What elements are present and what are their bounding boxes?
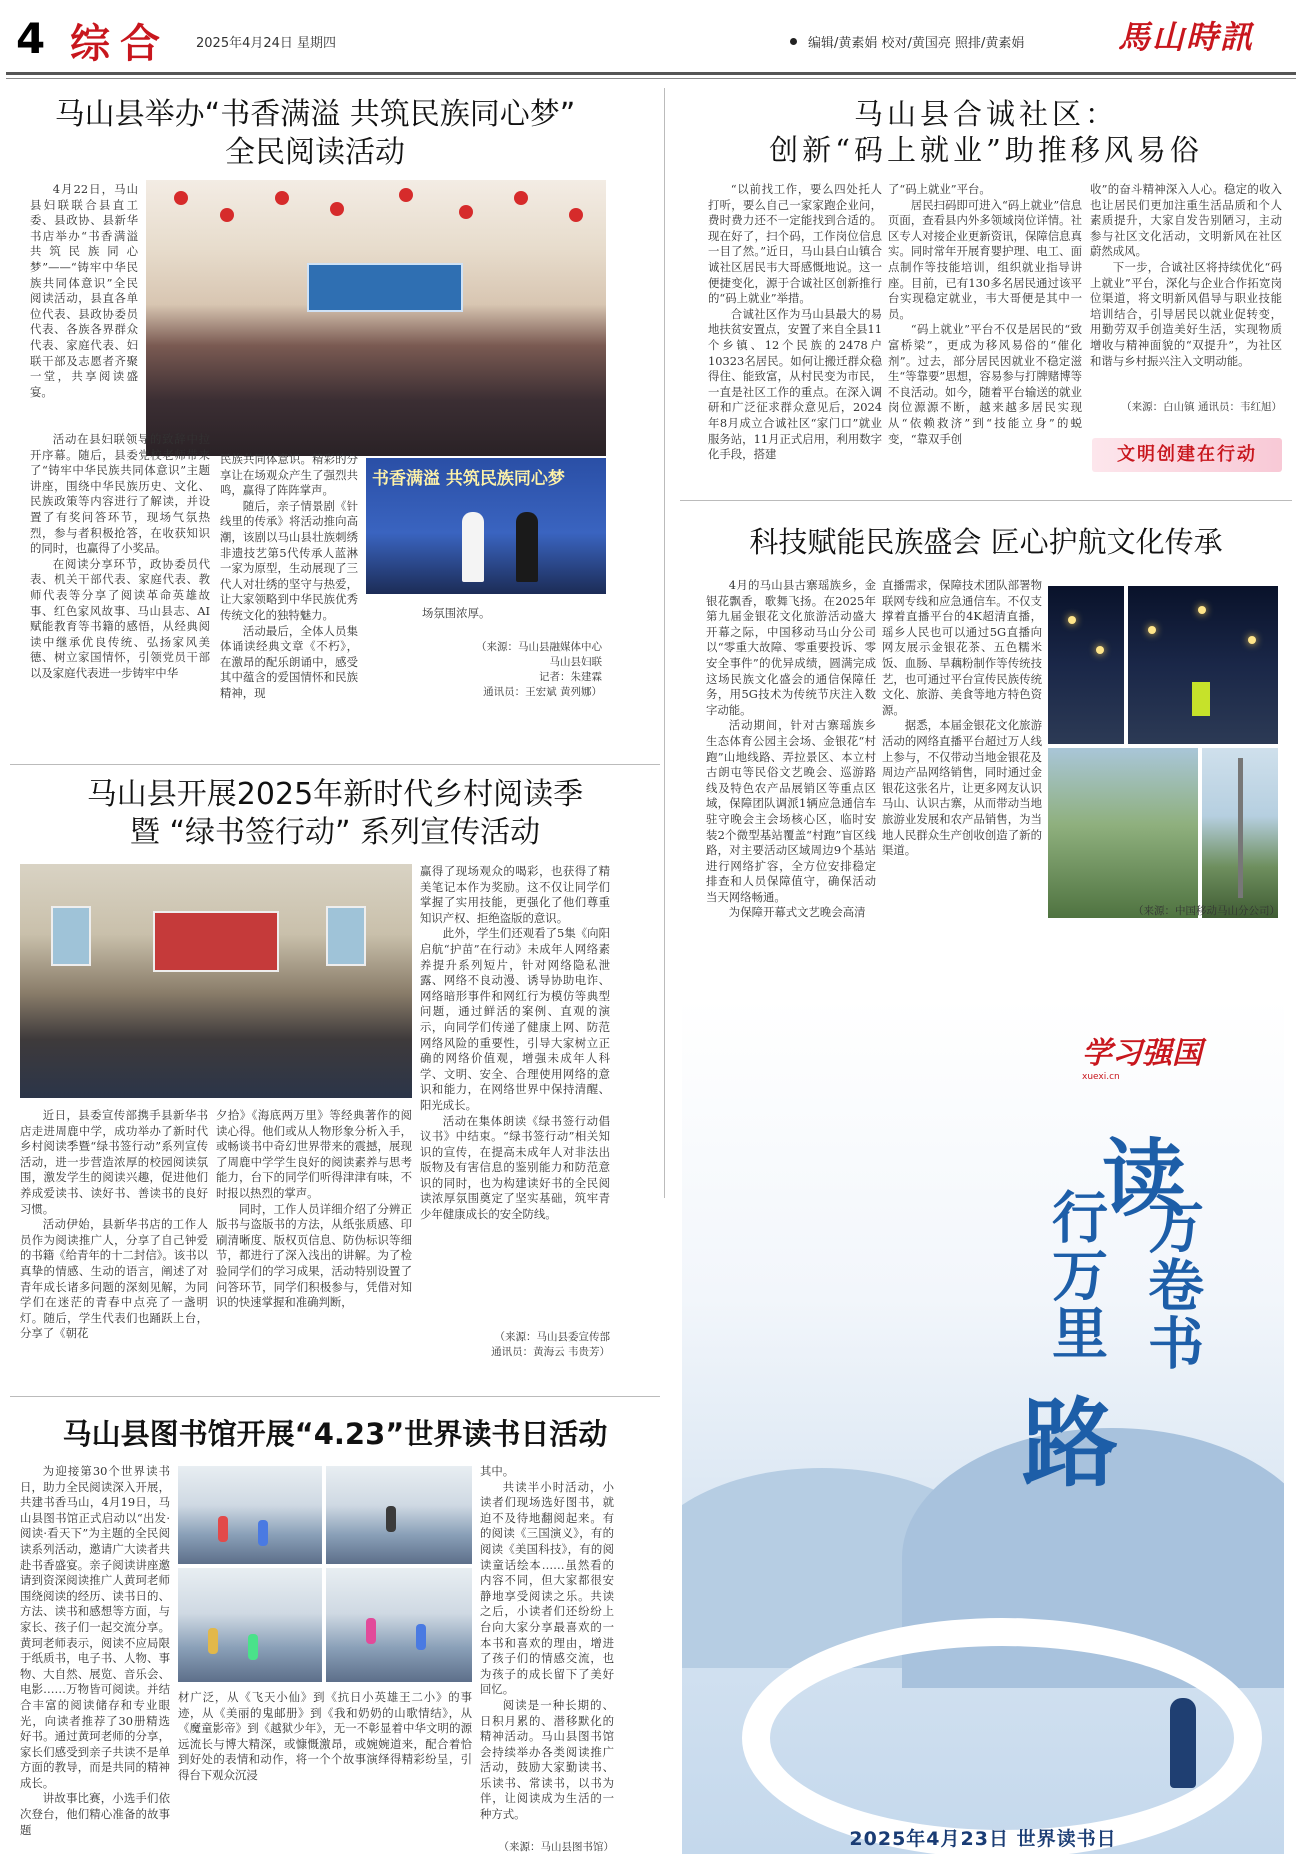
article1-para3: 在阅读分享环节，政协委员代表、机关干部代表、家庭代表、教师代表等分享了阅读革命英雄故事、红色家风故事、马山县志、AI赋能教育等书籍的感悟，从经典阅读中继承优良传统、弘扬家风美德、树立家国情怀，引领党员干部以及家庭代表进一步铸牢中华 xyxy=(30,556,210,680)
stage-photo-caption: 书香满溢 共筑民族同心梦 xyxy=(372,469,565,489)
article5-photo4 xyxy=(326,1568,472,1682)
article5-col3 xyxy=(480,1464,614,1834)
article2-title-line2: 创新“码上就业”助推移风易俗 xyxy=(769,133,1203,168)
tower-pole xyxy=(1238,758,1243,898)
xuexi-ad[interactable] xyxy=(682,998,1284,1854)
column-divider xyxy=(664,88,665,1198)
child-figure xyxy=(386,1506,396,1532)
article1-title[interactable] xyxy=(10,96,620,171)
article2-para4: 居民扫码即可进入“码上就业”信息页面，查看县内外多领域岗位详情。社区专人对接企业更新资讯，保障信息真实。同时常年开展育婴护理、电工、面点制作等技能培训，组织就业指导讲座。目前，已有130多名居民通过该平台实现稳定就业，韦大哥便是其中一员。 xyxy=(888,197,1082,321)
section-divider xyxy=(10,1396,660,1397)
ad-line2: 行万里 xyxy=(1043,1188,1109,1362)
child-figure xyxy=(248,1634,258,1660)
article2-para3: 了“码上就业”平台。 xyxy=(888,182,991,196)
performer-figure xyxy=(462,512,484,582)
article5-photo2 xyxy=(326,1466,472,1564)
article3-photo-crowd xyxy=(1048,586,1124,744)
section-divider xyxy=(10,764,660,765)
walking-person-figure xyxy=(1170,1698,1196,1788)
article4-col1 xyxy=(20,1108,208,1366)
worker-figure xyxy=(1192,682,1210,716)
article5-para1: 为迎接第30个世界读书日，助力全民阅读深入开展，共建书香马山，4月19日，马山县图书馆正式启动以“出发·阅读·看天下”为主题的全民阅读系列活动，邀请广大读者共赴书香盛宴。亲子阅读讲座邀请到资深阅读推广人黄珂老师围绕阅读的经历、读书日的、方法、读书和感想等方面，与家长、孩子们一起交流分享。黄珂老师表示，阅读不应局限于纸质书，电子书、人物、事物、大自然、展览、音乐会、电影……万物皆可阅读。并结合丰富的阅读储存和专业眼光，向读者推荐了30册精选好书。通过黄珂老师的分享，家长们感受到亲子共读不是单方面的教导，而是共同的精神成长。 xyxy=(20,1464,170,1790)
child-figure xyxy=(416,1624,426,1650)
article1-stage-photo xyxy=(366,458,606,594)
article4-para4: 同时，工作人员详细介绍了分辨正版书与盗版书的方法，从纸张质感、印刷清晰度、版权页信息、防伪标识等细节，都进行了深入浅出的讲解。为了检验同学们的学习成果，活动特别设置了问答环节，同学们积极参与，凭借对知识的快速掌握和准确判断， xyxy=(216,1201,412,1310)
section-title: 综合 xyxy=(70,20,170,67)
article4-title[interactable] xyxy=(10,776,660,851)
article2-para2: 合诚社区作为马山县最大的易地扶贫安置点，安置了来自全县11个乡镇、12个民族的2478户10323名居民。如何让搬迁群众稳得住、能致富，从村民变为市民，一直是社区工作的重点。在深入调研和广泛征求群众意见后，2024年8月成立合诚社区“家门口”就业服务站，11月正式启用，利用数字化手段，搭建 xyxy=(708,306,882,462)
light-icon xyxy=(1096,646,1104,654)
xuexi-logo-text: 学习强国 xyxy=(1082,1036,1202,1071)
article2-title-line1: 马山县合诚社区： xyxy=(853,97,1118,131)
ad-footer-date: 2025年4月23日 世界读书日 xyxy=(849,1828,1117,1850)
lantern-icon xyxy=(174,191,188,205)
article1-para5: 随后，亲子情景剧《针线里的传承》将活动推向高潮，该剧以马山县壮族刺绣非遗技艺第5代传承人蓝淋一家为原型，生动展现了三代人对壮绣的坚守与热爱，让大家领略到中华民族优秀传统文化的独特魅力。 xyxy=(220,498,358,622)
article2-para5: “码上就业”平台不仅是居民的“致富桥梁”，更成为移风易俗的“催化剂”。过去，部分居民因就业不稳定滋生“等靠要”思想，容易参与打牌赌博等不良活动。如今，随着平台输送的就业岗位源源不断，越来越多居民实现从“依赖救济”到“技能立身”的蜕变，“靠双手创 xyxy=(888,322,1082,446)
ad-line1: 万卷书 xyxy=(1139,1198,1205,1372)
article4-title-line1: 马山县开展2025年新时代乡村阅读季 xyxy=(86,777,584,812)
xuexi-logo xyxy=(1082,1028,1202,1082)
xuexi-url: xuexi.cn xyxy=(1082,1072,1120,1082)
article3-title[interactable]: 科技赋能民族盛会 匠心护航文化传承 xyxy=(749,525,1223,559)
header-rule-thin xyxy=(6,78,1296,79)
child-figure xyxy=(218,1516,228,1542)
ad-big-char: 读 xyxy=(1102,1129,1187,1228)
article4-para5: 赢得了现场观众的喝彩，也获得了精美笔记本作为奖励。这不仅让同学们掌握了实用技能，更强化了他们尊重知识产权、拒绝盗版的意识。 xyxy=(420,864,610,925)
article5-source: （来源：马山县图书馆） xyxy=(498,1841,614,1853)
article3-photo-tower xyxy=(1202,748,1278,918)
page-number: 4 xyxy=(16,14,46,63)
performer-figure xyxy=(516,512,538,582)
article1-para4: 民族共同体意识。精彩的分享让在场观众产生了强烈共鸣，赢得了阵阵掌声。 xyxy=(220,452,358,498)
article4-para2: 活动伊始，县新华书店的工作人员作为阅读推广人，分享了自己钟爱的书籍《给青年的十二封信》。该书以真挚的情感、生动的语言，阐述了对青年成长诸多问题的深刻见解，为同学们在迷茫的青春中点亮了一盏明灯。随后，学生代表们也踊跃上台，分享了《朝花 xyxy=(20,1217,208,1341)
light-icon xyxy=(1148,626,1156,634)
article1-hall-photo xyxy=(146,180,606,456)
window-shape xyxy=(51,906,91,966)
article5-para6: 阅读是一种长期的、日积月累的、潜移默化的精神活动。马山县图书馆会持续举办各类阅读推广活动，鼓励大家勤读书、乐读书、常读书，以书为伴，让阅读成为生活的一种方式。 xyxy=(480,1697,614,1822)
article3-col1 xyxy=(706,578,876,928)
article3-para4: 直播需求，保障技术团队部署物联网专线和应急通信车。不仅支撑着直播平台的4K超清直播，瑶乡人民也可以通过5G直播向网友展示金银花茶、五色糯米饭、血肠、旱藕粉制作等传统技艺，也可通过平台宣传民族传统文化、旅游、美食等地方特色资源。 xyxy=(882,578,1042,717)
window-shape xyxy=(326,906,366,966)
article1-source-line2: 马山县妇联 xyxy=(549,656,602,668)
editor-credits: 编辑/黄素娟 校对/黄国亮 照排/黄素娟 xyxy=(808,36,1025,51)
lantern-icon xyxy=(514,191,528,205)
article3-photo-hills xyxy=(1048,748,1198,918)
article3-para3: 为保障开幕式文艺晚会高清 xyxy=(728,905,866,920)
article5-para2: 讲故事比赛，小选手们依次登台，他们精心准备的故事题 xyxy=(20,1791,170,1837)
article5-title[interactable]: 马山县图书馆开展“4.23”世界读书日活动 xyxy=(62,1417,608,1451)
article1-para6: 活动最后，全体人员集体诵读经典文章《不朽》，在激昂的配乐朗诵中，感受其中蕴含的爱国情怀和民族精神，现 xyxy=(220,623,358,700)
article5-col1 xyxy=(20,1464,170,1864)
article2-para1: “以前找工作，要么四处托人打听，要么自己一家家跑企业问，费时费力还不一定能找到合适的。现在好了，扫个码，工作岗位信息一目了然。”近日，马山县白山镇合诚社区居民韦大哥感慨地说。这一便捷变化，源于合诚社区创新推行的“码上就业”举措。 xyxy=(708,182,882,306)
article1-reporter: 记者：朱建霖 xyxy=(539,671,602,683)
article5-photo1 xyxy=(178,1466,322,1564)
article3-col2 xyxy=(882,578,1042,928)
article3-para1: 4月的马山县古寨瑶族乡，金银花飘香，歌舞飞扬。在2025年第九届金银花文化旅游活动盛大开幕之际，中国移动马山分公司以“零重大故障、零重要投诉、零安全事件”的优异成绩，圆满完成这场民族文化盛会的通信保障任务，用5G技术为传统节庆注入数字动能。 xyxy=(706,578,876,717)
light-icon xyxy=(1248,636,1256,644)
stage-banner xyxy=(307,263,463,313)
article3-para2: 活动期间，针对古寨瑶族乡生态体育公园主会场、金银花“村跑”山地线路、弄拉景区、本立村古朗屯等民俗文艺晚会、巡游路线及特色农产品展销区等重点区域，保障团队调派1辆应急通信车驻守晚会主会场核心区，临时安装2个微型基站覆盖“村跑”盲区线路，对主要活动区域周边9个基站进行网络扩容，全方位安排稳定排查和人员保障值守，确保活动当天网络畅通。 xyxy=(706,718,876,904)
light-icon xyxy=(1198,606,1206,614)
ad-big-char2: 路 xyxy=(1022,1387,1118,1500)
article4-classroom-photo xyxy=(20,864,412,1098)
article2-para7: 下一步，合诚社区将持续优化“码上就业”平台，深化与企业合作拓宽岗位渠道，将文明新风倡导与职业技能培训结合，引导居民以就业促转变，用勤劳双手创造美好生活，实现物质增收与精神面貌的“双提升”，为社区和谐与乡村振兴注入文明动能。 xyxy=(1090,259,1282,368)
article1-col2 xyxy=(220,452,358,754)
article1-correspondent: 通讯员：王宏斌 黄列娜） xyxy=(483,686,602,698)
lantern-icon xyxy=(459,205,473,219)
child-figure xyxy=(366,1618,376,1644)
article1-para1: 4月22日，马山县妇联联合县直工委、县政协、县新华书店举办“书香满溢 共筑民族同心梦”——“铸牢中华民族共同体意识”全民阅读活动，县直各单位代表、县政协委员代表、各族各界群众代表、家庭代表、妇联干部及志愿者齐聚一堂，共享阅读盛宴。 xyxy=(30,182,138,399)
lantern-icon xyxy=(569,208,583,222)
lantern-icon xyxy=(399,188,413,202)
article4-col2 xyxy=(216,1108,412,1366)
article1-title-line2: 全民阅读活动 xyxy=(225,134,405,170)
article1-col3 xyxy=(422,606,602,624)
article4-para1: 近日，县委宣传部携手县新华书店走进周鹿中学，成功举办了新时代乡村阅读季暨“绿书签行动”系列宣传活动，进一步营造浓厚的校园阅读氛围，激发学生的阅读兴趣，促进他们养成爱读书、读好书、善读书的良好习惯。 xyxy=(20,1108,208,1216)
article1-col1 xyxy=(30,182,138,426)
article4-title-line2: 暨 “绿书签行动” 系列宣传活动 xyxy=(129,814,541,850)
child-figure xyxy=(258,1520,268,1546)
article4-para3: 夕拾》《海底两万里》等经典著作的阅读心得。他们或从人物形象分析入手，或畅谈书中奇幻世界带来的震撼，展现了周鹿中学学生良好的阅读素养与思考能力，台下的同学们听得津津有味，不时报以热烈的掌声。 xyxy=(216,1108,412,1200)
issue-date: 2025年4月24日 星期四 xyxy=(196,36,337,51)
article1-para7: 场氛围浓厚。 xyxy=(422,606,491,620)
lantern-icon xyxy=(330,202,344,216)
article2-para6: 收”的奋斗精神深入人心。稳定的收入也让居民们更加注重生活品质和个人素质提升，大家自发告别陋习，主动参与社区文化活动，文明新风在社区蔚然成风。 xyxy=(1090,182,1282,259)
lantern-icon xyxy=(275,191,289,205)
article3-source: （来源：中国移动马山分公司） xyxy=(1133,905,1280,917)
article2-col1 xyxy=(708,182,882,472)
article1-title-line1: 马山县举办“书香满溢 共筑民族同心梦” xyxy=(54,97,576,132)
article5-para5: 共读半小时活动，小读者们现场选好图书，就迫不及待地翻阅起来。有的阅读《三国演义》，有的阅读《美国科技》，有的阅读童话绘本……虽然看的内容不同，但大家都很安静地享受阅读之乐。共读之后，小读者们还纷纷上台向大家分享最喜欢的一本书和喜欢的理由，增进了孩子们的情感交流，也为孩子的成长留下了美好回忆。 xyxy=(480,1479,614,1697)
article2-col2 xyxy=(888,182,1082,472)
child-figure xyxy=(208,1628,218,1654)
article5-photo3 xyxy=(178,1568,322,1682)
wenming-badge[interactable]: 文明创建在行动 xyxy=(1092,438,1282,472)
bullet-dot-icon xyxy=(790,38,797,45)
article4-source-line: （来源：马山县委宣传部 xyxy=(494,1331,610,1343)
header-rule xyxy=(6,72,1296,75)
article1-col1-cont xyxy=(30,432,210,754)
light-icon xyxy=(1068,616,1076,624)
article1-source-line: （来源：马山县融媒体中心 xyxy=(476,641,602,653)
article5-col2 xyxy=(178,1690,472,1864)
article3-para5: 据悉，本届金银花文化旅游活动的网络直播平台超过万人线上参与，不仅带动当地金银花及周边产品网络销售，同时通过金银花这张名片，让更多网友认识马山、认识古寨，从而带动当地旅游业发展和农产品销售，为当地人民群众生产创收创造了新的渠道。 xyxy=(882,718,1042,858)
article4-col3 xyxy=(420,864,610,1320)
article2-col3 xyxy=(1090,182,1282,400)
article4-source xyxy=(420,1330,610,1360)
article1-source xyxy=(400,640,602,700)
article2-title[interactable] xyxy=(680,96,1292,169)
article5-para3: 材广泛，从《飞天小仙》到《抗日小英雄王二小》的事迹，从《美丽的鬼邮册》到《我和奶奶的山歌情结》，从《魔童影帝》到《越狱少年》，无一不彰显着中华文明的源远流长与博大精深，或慷慨激昂，或婉婉道来，配合着恰到好处的表情和动作，将一个个故事演绎得精彩纷呈，引得台下观众沉浸 xyxy=(178,1690,472,1782)
article4-para7: 活动在集体朗读《绿书签行动倡议书》中结束。“绿书签行动”相关知识的宣传，在提高未成年人对非法出版物及有害信息的鉴别能力和防范意识的同时，也为构建读好书的全民阅读浓厚氛围奠定了坚实基础，筑牢青少年健康成长的安全防线。 xyxy=(420,1113,610,1222)
article3-photo-stage xyxy=(1128,586,1278,744)
lantern-icon xyxy=(220,208,234,222)
article4-para6: 此外，学生们还观看了5集《向阳启航“护苗”在行动》未成年人网络素养提升系列短片，针对网络隐私泄露、网络不良动漫、诱导协助电诈、网络暗形事件和网红行为模仿等典型问题，通过鲜活的案例、直观的演示，向同学们传递了健康上网、防范网络风险的重要性，引导大家树立正确的网络价值观，增强未成年人科学、文明、安全、合理使用网络的意识和能力，在网络世界中保持清醒、阳光成长。 xyxy=(420,926,610,1112)
projector-screen xyxy=(153,911,278,972)
section-divider xyxy=(680,500,1292,501)
article5-para4: 其中。 xyxy=(480,1464,515,1478)
article1-para2: 活动在县妇联领导的致辞中拉开序幕。随后，县委党校老师带来了“铸牢中华民族共同体意识”主题讲座，围绕中华民族历史、文化、民族政策等内容进行了解读，并设置了有奖问答环节，现场气氛热烈，参与者积极抢答，在收获知识的同时，也赢得了小奖品。 xyxy=(30,432,210,556)
article2-source: （来源：白山镇 通讯员：韦红旭） xyxy=(1121,401,1282,413)
masthead-logo: 馬山時訊 xyxy=(1118,18,1255,56)
article4-correspondent: 通讯员：黄海云 韦贵芳） xyxy=(491,1346,610,1358)
